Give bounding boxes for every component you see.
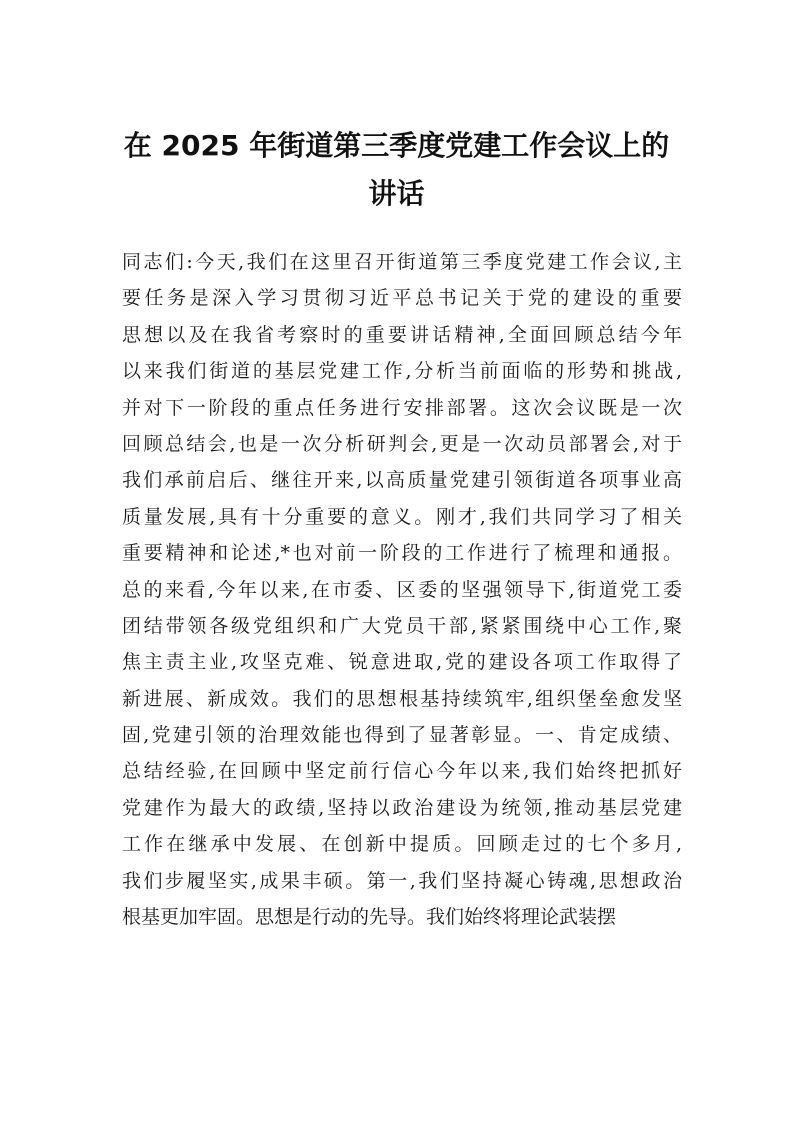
document-title (110, 122, 683, 218)
body-line: 并对下一阶段的重点任务进行安排部署。这次会议既是一次 (122, 396, 682, 419)
body-line: 思想以及在我省考察时的重要讲话精神,全面回顾总结今年 (122, 323, 682, 346)
body-line: 重要精神和论述,*也对前一阶段的工作进行了梳理和通报。 (122, 542, 682, 565)
body-line: 团结带领各级党组织和广大党员干部,紧紧围绕中心工作,聚 (122, 614, 682, 637)
body-line: 要任务是深入学习贯彻习近平总书记关于党的建设的重要 (122, 287, 682, 310)
body-line: 工作在继承中发展、在创新中提质。回顾走过的七个多月, (122, 833, 682, 856)
title-line-1: 在 2025 年街道第三季度党建工作会议上的 (123, 129, 670, 162)
body-line: 我们承前启后、继往开来,以高质量党建引领街道各项事业高 (122, 469, 682, 492)
body-line: 总的来看,今年以来,在市委、区委的坚强领导下,街道党工委 (122, 578, 682, 601)
title-line-2: 讲话 (368, 177, 425, 210)
body-line: 同志们:今天,我们在这里召开街道第三季度党建工作会议,主 (122, 251, 682, 273)
body-line: 固,党建引领的治理效能也得到了显著彰显。一、肯定成绩、 (122, 724, 682, 747)
body-line: 总结经验,在回顾中坚定前行信心今年以来,我们始终把抓好 (122, 760, 682, 783)
body-line: 质量发展,具有十分重要的意义。刚才,我们共同学习了相关 (122, 505, 682, 528)
body-line: 我们步履坚实,成果丰硕。第一,我们坚持凝心铸魂,思想政治 (122, 869, 682, 892)
body-line: 焦主责主业,攻坚克难、锐意进取,党的建设各项工作取得了 (122, 651, 682, 674)
body-line: 新进展、新成效。我们的思想根基持续筑牢,组织堡垒愈发坚 (122, 687, 682, 710)
body-line: 回顾总结会,也是一次分析研判会,更是一次动员部署会,对于 (122, 432, 682, 455)
body-line: 党建作为最大的政绩,坚持以政治建设为统领,推动基层党建 (122, 796, 682, 819)
body-line: 根基更加牢固。思想是行动的先导。我们始终将理论武装摆 (122, 906, 617, 929)
document-body (122, 244, 682, 935)
body-line: 以来我们街道的基层党建工作,分析当前面临的形势和挑战, (122, 360, 682, 383)
